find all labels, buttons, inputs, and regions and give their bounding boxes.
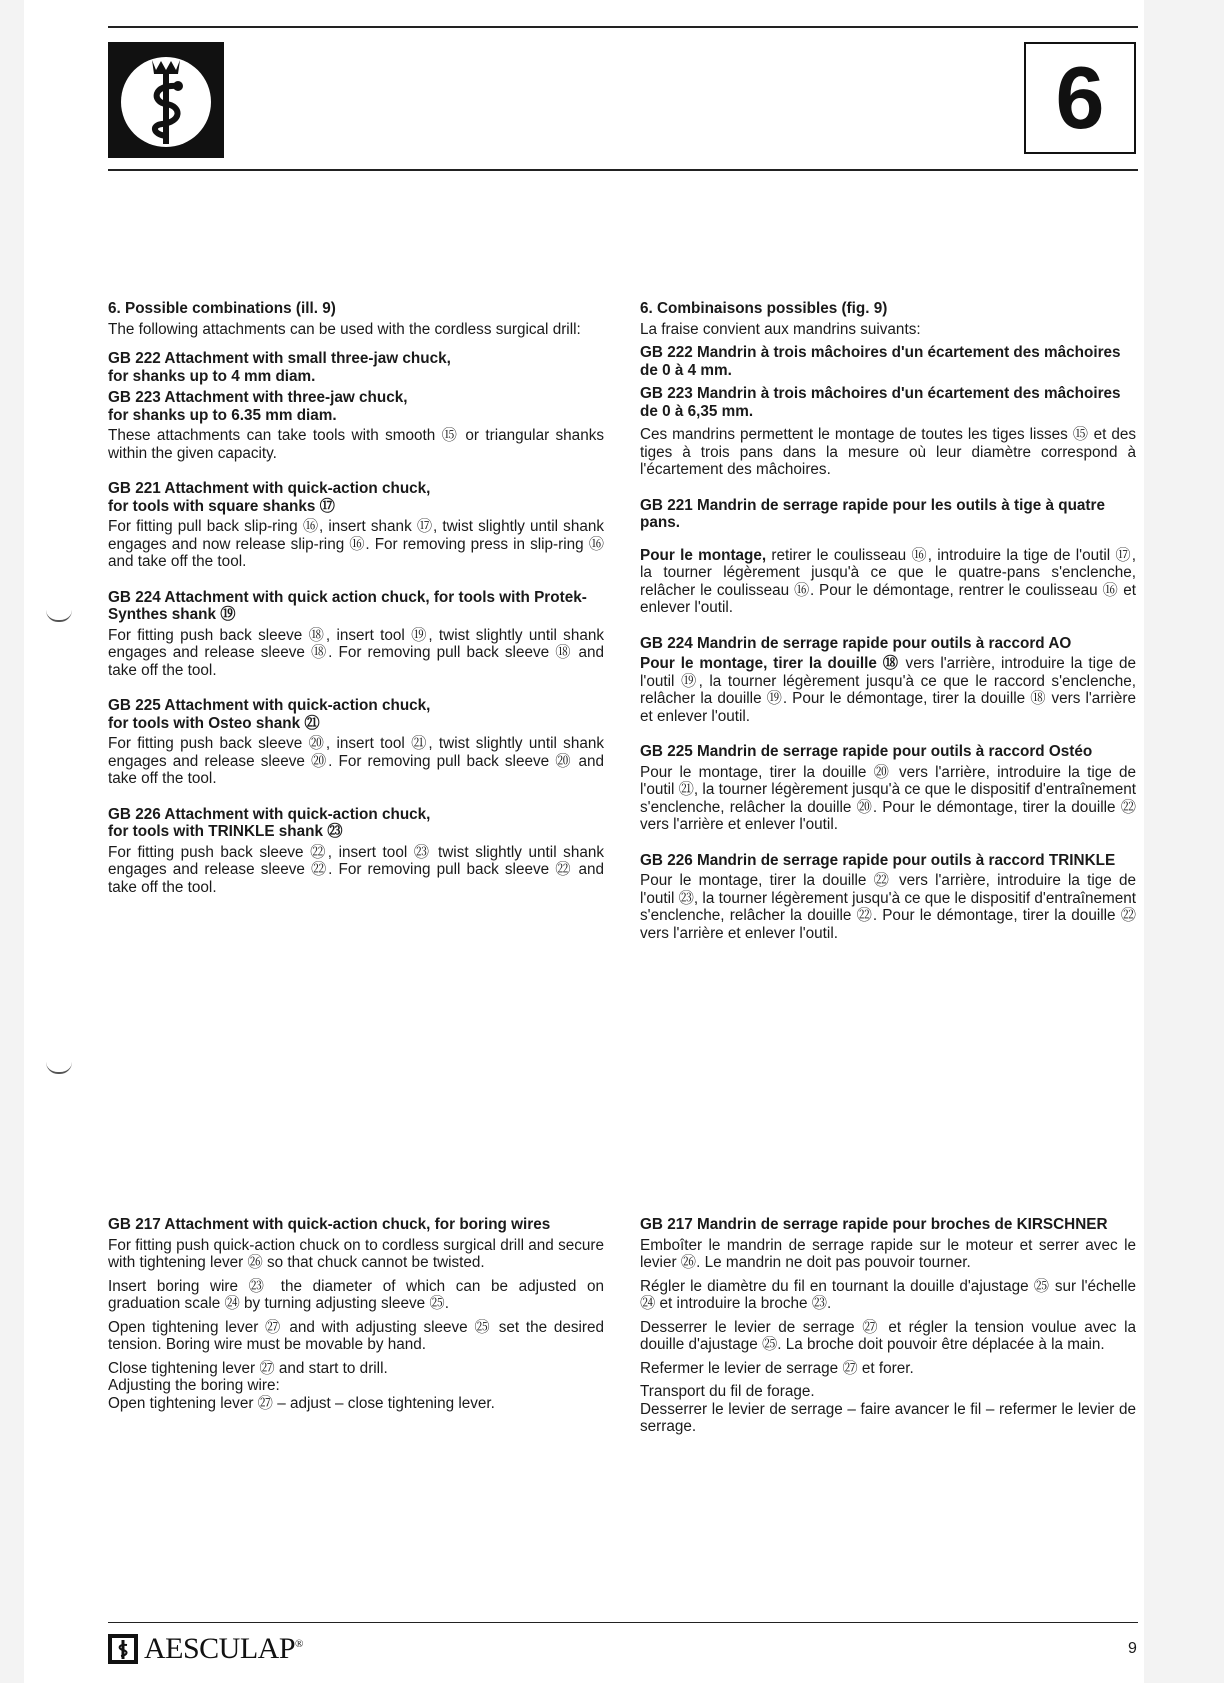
gb222-heading-en: GB 222 Attachment with small three-jaw chuck, for shanks up to 4 mm diam. (108, 350, 451, 385)
gb226-heading-en: GB 226 Attachment with quick-action chuck, for tools with TRINKLE shank ㉓ (108, 805, 431, 840)
intro-en: The following attachments can be used with the cordless surgical drill: (108, 320, 581, 338)
gb221-text-fr: Pour le montage, retirer le coulisseau ⑯, introduire la tige de l'outil ⑰, la tourner légèrement jusqu'à ce que le quatre-pans s'enclenche, relâcher le coulisseau ⑯. Pour le démontage, rentrer le coulisseau ⑯ et enlever l'outil. (640, 546, 1136, 616)
gb217-p4-fr: Refermer le levier de serrage ㉗ et forer. (640, 1359, 914, 1377)
gb217-heading-en: GB 217 Attachment with quick-action chuck, for boring wires (108, 1216, 551, 1233)
gb223-text-fr: Ces mandrins permettent le montage de toutes les tiges lisses ⑮ et des tiges à trois pans dans la mesure où leur diamètre correspond à l'écartement des mâchoires. (640, 426, 1136, 478)
header-bottom-rule (108, 169, 1138, 171)
gb223-heading-en: GB 223 Attachment with three-jaw chuck, for shanks up to 6.35 mm diam. (108, 389, 408, 424)
gb217-p5-en: Adjusting the boring wire: (108, 1377, 280, 1394)
gb223-heading-fr: GB 223 Mandrin à trois mâchoires d'un écartement des mâchoires de 0 à 6,35 mm. (640, 385, 1121, 420)
english-column-upper (108, 300, 604, 902)
gb226-text-fr: Pour le montage, tirer la douille ㉒ vers l'arrière, introduire la tige de l'outil ㉓, la tourner légèrement jusqu'à ce que le dispositif d'entraînement s'enclenche, relâcher la douille ㉒. Pour le démontage, tirer la douille ㉒ vers l'arrière et enlever l'outil. (640, 872, 1136, 942)
gb226-text-en: For fitting push back sleeve ㉒, insert tool ㉓ twist slightly until shank engages and release sleeve ㉒. For removing pull back sleeve ㉒ and take off the tool. (108, 843, 604, 896)
gb221-heading-fr: GB 221 Mandrin de serrage rapide pour les outils à tige à quatre pans. (640, 496, 1105, 531)
footer-rule (108, 1622, 1138, 1623)
gb217-p6-fr: Desserrer le levier de serrage – faire avancer le fil – refermer le levier de serrage. (640, 1400, 1136, 1435)
section-title-fr: 6. Combinaisons possibles (fig. 9) (640, 300, 888, 317)
gb217-p5-fr: Transport du fil de forage. (640, 1383, 815, 1400)
gb223-text-en: These attachments can take tools with smooth ⑮ or triangular shanks within the given capacity. (108, 427, 604, 462)
gb224-text-en: For fitting push back sleeve ⑱, insert tool ⑲, twist slightly until shank engages and release sleeve ⑱. For removing pull back sleeve ⑱ and take off the tool. (108, 626, 604, 679)
gb217-p2-fr: Régler le diamètre du fil en tournant la douille d'ajustage ㉕ sur l'échelle ㉔ et introduire la broche ㉓. (640, 1277, 1136, 1312)
intro-fr: La fraise convient aux mandrins suivants: (640, 320, 921, 338)
gb217-heading-fr: GB 217 Mandrin de serrage rapide pour broches de KIRSCHNER (640, 1216, 1108, 1233)
gb217-p1-en: For fitting push quick-action chuck on to cordless surgical drill and secure with tightening lever ㉖ so that chuck cannot be twisted. (108, 1236, 604, 1271)
gb217-p3-en: Open tightening lever ㉗ and with adjusting sleeve ㉕ set the desired tension. Boring wire must be movable by hand. (108, 1318, 604, 1353)
gb226-heading-fr: GB 226 Mandrin de serrage rapide pour outils à raccord TRINKLE (640, 851, 1116, 869)
section-title-en: 6. Possible combinations (ill. 9) (108, 300, 336, 317)
footer-brand (108, 1632, 303, 1666)
brand-name: AESCULAP® (144, 1632, 303, 1665)
aesculap-small-logo-icon (108, 1634, 138, 1664)
gb224-text-fr: Pour le montage, tirer la douille ⑱ vers l'arrière, introduire la tige de l'outil ⑲, la tourner légèrement jusqu'à ce que le raccord s'enclenche, relâcher la douille ⑲. Pour le démontage, tirer la douille ⑱ vers l'arrière et enlever l'outil. (640, 655, 1136, 725)
gb222-heading-fr: GB 222 Mandrin à trois mâchoires d'un écartement des mâchoires de 0 à 4 mm. (640, 344, 1121, 379)
aesculap-staff-crown-icon (112, 46, 220, 154)
gb217-p1-fr: Emboîter le mandrin de serrage rapide sur le moteur et serrer avec le levier ㉖. Le mandrin ne doit pas pouvoir tourner. (640, 1236, 1136, 1271)
gb225-heading-en: GB 225 Attachment with quick-action chuck, for tools with Osteo shank ㉑ (108, 697, 431, 732)
page-number: 9 (1128, 1640, 1137, 1657)
top-rule (108, 26, 1138, 28)
header-logo (108, 42, 224, 158)
gb224-heading-en: GB 224 Attachment with quick action chuck, for tools with Protek-Synthes shank ⑲ (108, 588, 587, 623)
french-column-upper (640, 300, 1136, 948)
chapter-number: 6 (1055, 48, 1105, 147)
gb221-text-en: For fitting pull back slip-ring ⑯, insert shank ⑰, twist slightly until shank engages and now release slip-ring ⑯. For removing press in slip-ring ⑯ and take off the tool. (108, 518, 604, 570)
gb225-text-fr: Pour le montage, tirer la douille ⑳ vers l'arrière, introduire la tige de l'outil ㉑, la tourner légèrement jusqu'à ce que le dispositif d'entraînement s'enclenche, relâcher la douille ⑳. Pour le démontage, tirer la douille ㉒ vers l'arrière et enlever l'outil. (640, 763, 1136, 833)
gb224-heading-fr: GB 224 Mandrin de serrage rapide pour outils à raccord AO (640, 634, 1072, 652)
gb217-p4-en: Close tightening lever ㉗ and start to drill. (108, 1359, 388, 1377)
gb221-heading-en: GB 221 Attachment with quick-action chuck, for tools with square shanks ⑰ (108, 480, 431, 515)
french-column-lower (640, 1216, 1136, 1442)
gb217-p6-en: Open tightening lever ㉗ – adjust – close tightening lever. (108, 1394, 495, 1412)
gb225-text-en: For fitting push back sleeve ⑳, insert tool ㉑, twist slightly until shank engages and release sleeve ⑳. For removing pull back sleeve ⑳ and take off the tool. (108, 735, 604, 787)
english-column-lower (108, 1216, 604, 1418)
gb225-heading-fr: GB 225 Mandrin de serrage rapide pour outils à raccord Ostéo (640, 743, 1093, 760)
chapter-number-box (1024, 42, 1136, 154)
gb217-p2-en: Insert boring wire ㉓ the diameter of which can be adjusted on graduation scale ㉔ by turning adjusting sleeve ㉕. (108, 1277, 604, 1312)
gb217-p3-fr: Desserrer le levier de serrage ㉗ et régler la tension voulue avec la douille d'ajustage ㉕. La broche doit pouvoir être déplacée à la main. (640, 1318, 1136, 1353)
